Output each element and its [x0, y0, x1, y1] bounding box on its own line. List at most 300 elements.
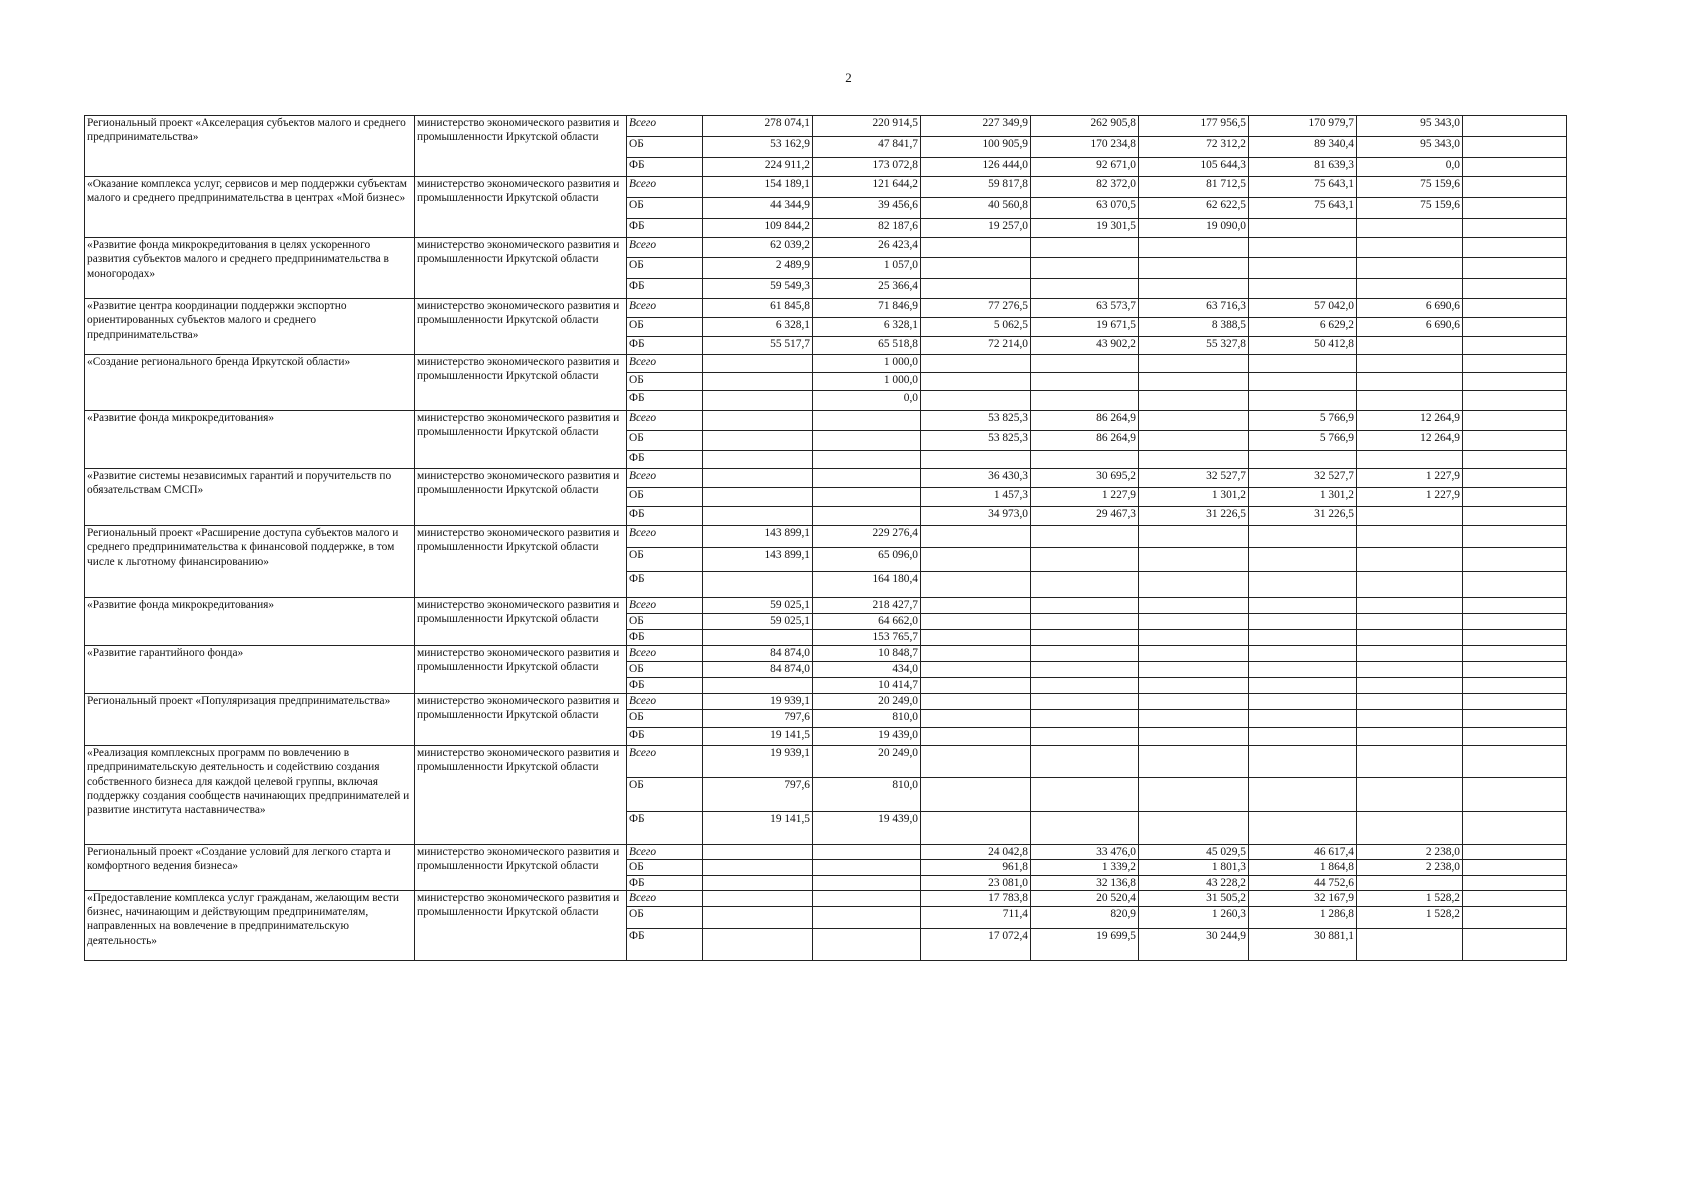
funding-source-cell: ФБ: [627, 337, 703, 355]
table-row: [85, 598, 1567, 614]
amount-cell: 26 423,4: [813, 238, 921, 258]
amount-cell: [813, 890, 921, 906]
amount-cell: 10 414,7: [813, 678, 921, 694]
amount-cell: [1249, 598, 1357, 614]
amount-cell: 153 765,7: [813, 630, 921, 646]
amount-cell: [1357, 507, 1463, 526]
funding-source-cell: Всего: [627, 526, 703, 548]
project-name-cell: «Развитие фонда микрокредитования»: [85, 598, 415, 646]
amount-cell: 1 339,2: [1031, 860, 1139, 875]
amount-cell: [1463, 469, 1567, 488]
amount-cell: 95 343,0: [1357, 137, 1463, 158]
amount-cell: [1357, 526, 1463, 548]
amount-cell: [1463, 279, 1567, 299]
table-row: [85, 469, 1567, 488]
amount-cell: [1249, 778, 1357, 812]
amount-cell: 19 671,5: [1031, 318, 1139, 337]
amount-cell: 6 629,2: [1249, 318, 1357, 337]
amount-cell: 5 766,9: [1249, 411, 1357, 431]
amount-cell: [703, 875, 813, 890]
table-row: [85, 238, 1567, 258]
amount-cell: [703, 678, 813, 694]
amount-cell: [1031, 258, 1139, 279]
amount-cell: [1463, 728, 1567, 746]
amount-cell: 1 301,2: [1249, 488, 1357, 507]
table-row: [85, 355, 1567, 373]
amount-cell: [1463, 906, 1567, 928]
amount-cell: [1249, 572, 1357, 598]
amount-cell: 59 025,1: [703, 614, 813, 630]
project-name-cell: Региональный проект «Акселерация субъектов малого и среднего предпринимательства»: [85, 116, 415, 177]
amount-cell: [1139, 778, 1249, 812]
table-row: [85, 845, 1567, 860]
amount-cell: 12 264,9: [1357, 431, 1463, 451]
amount-cell: [1463, 662, 1567, 678]
amount-cell: [1463, 158, 1567, 177]
funding-source-cell: ОБ: [627, 488, 703, 507]
amount-cell: 17 783,8: [921, 890, 1031, 906]
amount-cell: 53 162,9: [703, 137, 813, 158]
funding-source-cell: ФБ: [627, 219, 703, 238]
amount-cell: [1031, 662, 1139, 678]
amount-cell: [1249, 219, 1357, 238]
funding-source-cell: ФБ: [627, 279, 703, 299]
funding-source-cell: ОБ: [627, 548, 703, 572]
amount-cell: [921, 526, 1031, 548]
amount-cell: [921, 710, 1031, 728]
amount-cell: [1139, 646, 1249, 662]
responsible-cell: министерство экономического развития и промышленности Иркутской области: [415, 355, 627, 411]
amount-cell: [1463, 526, 1567, 548]
amount-cell: 92 671,0: [1031, 158, 1139, 177]
amount-cell: [703, 845, 813, 860]
amount-cell: [1357, 678, 1463, 694]
funding-source-cell: ОБ: [627, 198, 703, 219]
funding-source-cell: ОБ: [627, 258, 703, 279]
amount-cell: 19 257,0: [921, 219, 1031, 238]
amount-cell: [1031, 710, 1139, 728]
funding-source-cell: Всего: [627, 177, 703, 198]
amount-cell: [921, 728, 1031, 746]
amount-cell: 810,0: [813, 778, 921, 812]
amount-cell: 89 340,4: [1249, 137, 1357, 158]
amount-cell: [1249, 391, 1357, 411]
amount-cell: [1031, 694, 1139, 710]
amount-cell: 5 766,9: [1249, 431, 1357, 451]
amount-cell: 32 527,7: [1249, 469, 1357, 488]
amount-cell: [703, 928, 813, 960]
amount-cell: 20 249,0: [813, 694, 921, 710]
amount-cell: 19 301,5: [1031, 219, 1139, 238]
amount-cell: 62 039,2: [703, 238, 813, 258]
amount-cell: 34 973,0: [921, 507, 1031, 526]
amount-cell: [1031, 572, 1139, 598]
amount-cell: 65 096,0: [813, 548, 921, 572]
funding-source-cell: ФБ: [627, 507, 703, 526]
amount-cell: 63 070,5: [1031, 198, 1139, 219]
amount-cell: [921, 778, 1031, 812]
amount-cell: 75 159,6: [1357, 198, 1463, 219]
amount-cell: 65 518,8: [813, 337, 921, 355]
amount-cell: 5 062,5: [921, 318, 1031, 337]
amount-cell: 71 846,9: [813, 299, 921, 318]
funding-source-cell: Всего: [627, 890, 703, 906]
amount-cell: [1249, 238, 1357, 258]
amount-cell: [1463, 219, 1567, 238]
amount-cell: 2 238,0: [1357, 860, 1463, 875]
amount-cell: [1463, 411, 1567, 431]
amount-cell: [1463, 137, 1567, 158]
amount-cell: [703, 391, 813, 411]
amount-cell: 8 388,5: [1139, 318, 1249, 337]
amount-cell: [1031, 391, 1139, 411]
amount-cell: 30 244,9: [1139, 928, 1249, 960]
amount-cell: [1249, 614, 1357, 630]
amount-cell: 44 752,6: [1249, 875, 1357, 890]
amount-cell: [921, 630, 1031, 646]
amount-cell: 1 286,8: [1249, 906, 1357, 928]
amount-cell: [703, 373, 813, 391]
amount-cell: 10 848,7: [813, 646, 921, 662]
amount-cell: 19 090,0: [1139, 219, 1249, 238]
amount-cell: [1139, 526, 1249, 548]
amount-cell: 53 825,3: [921, 431, 1031, 451]
amount-cell: 32 167,9: [1249, 890, 1357, 906]
amount-cell: 20 249,0: [813, 746, 921, 778]
funding-source-cell: ФБ: [627, 630, 703, 646]
project-name-cell: «Развитие системы независимых гарантий и поручительств по обязательствам СМСП»: [85, 469, 415, 526]
amount-cell: [813, 507, 921, 526]
amount-cell: 19 939,1: [703, 694, 813, 710]
amount-cell: 75 159,6: [1357, 177, 1463, 198]
amount-cell: [1357, 391, 1463, 411]
amount-cell: 40 560,8: [921, 198, 1031, 219]
project-name-cell: «Развитие фонда микрокредитования в целях ускоренного развития субъектов малого и среднего предпринимательства в моногородах»: [85, 238, 415, 299]
amount-cell: 36 430,3: [921, 469, 1031, 488]
amount-cell: [1139, 812, 1249, 845]
amount-cell: [1463, 355, 1567, 373]
amount-cell: 19 141,5: [703, 728, 813, 746]
amount-cell: [1249, 279, 1357, 299]
amount-cell: [1357, 279, 1463, 299]
funding-source-cell: ФБ: [627, 812, 703, 845]
table-row: [85, 694, 1567, 710]
amount-cell: [813, 860, 921, 875]
funding-source-cell: ОБ: [627, 373, 703, 391]
amount-cell: [1357, 928, 1463, 960]
amount-cell: [1463, 198, 1567, 219]
project-name-cell: «Реализация комплексных программ по вовлечению в предпринимательскую деятельность и содействию создания собственного бизнеса для каждой целевой группы, включая поддержку создания сообществ начинающих предпринимателей и развитие института наставничества»: [85, 746, 415, 845]
amount-cell: [1139, 614, 1249, 630]
amount-cell: 19 439,0: [813, 812, 921, 845]
amount-cell: [921, 373, 1031, 391]
amount-cell: 1 227,9: [1357, 488, 1463, 507]
project-name-cell: Региональный проект «Популяризация предпринимательства»: [85, 694, 415, 746]
amount-cell: [1357, 614, 1463, 630]
amount-cell: 32 527,7: [1139, 469, 1249, 488]
amount-cell: [1139, 451, 1249, 469]
amount-cell: 45 029,5: [1139, 845, 1249, 860]
amount-cell: 961,8: [921, 860, 1031, 875]
amount-cell: [1463, 391, 1567, 411]
funding-source-cell: Всего: [627, 116, 703, 137]
responsible-cell: министерство экономического развития и промышленности Иркутской области: [415, 469, 627, 526]
amount-cell: 84 874,0: [703, 662, 813, 678]
amount-cell: 72 312,2: [1139, 137, 1249, 158]
amount-cell: 0,0: [1357, 158, 1463, 177]
amount-cell: [703, 890, 813, 906]
responsible-cell: министерство экономического развития и промышленности Иркутской области: [415, 845, 627, 891]
amount-cell: [1031, 451, 1139, 469]
amount-cell: [1463, 238, 1567, 258]
amount-cell: [1139, 238, 1249, 258]
amount-cell: 6 690,6: [1357, 318, 1463, 337]
amount-cell: 64 662,0: [813, 614, 921, 630]
amount-cell: 227 349,9: [921, 116, 1031, 137]
amount-cell: [703, 488, 813, 507]
amount-cell: [1139, 411, 1249, 431]
amount-cell: 55 517,7: [703, 337, 813, 355]
table-row: [85, 746, 1567, 778]
amount-cell: 218 427,7: [813, 598, 921, 614]
funding-source-cell: Всего: [627, 238, 703, 258]
project-name-cell: Региональный проект «Создание условий для легкого старта и комфортного ведения бизнеса»: [85, 845, 415, 891]
amount-cell: [1249, 451, 1357, 469]
amount-cell: [703, 572, 813, 598]
amount-cell: 53 825,3: [921, 411, 1031, 431]
responsible-cell: министерство экономического развития и промышленности Иркутской области: [415, 746, 627, 845]
table-row: [85, 411, 1567, 431]
amount-cell: [921, 355, 1031, 373]
amount-cell: 63 716,3: [1139, 299, 1249, 318]
amount-cell: [1031, 778, 1139, 812]
amount-cell: [1249, 630, 1357, 646]
funding-source-cell: Всего: [627, 646, 703, 662]
amount-cell: [1031, 526, 1139, 548]
amount-cell: [1357, 337, 1463, 355]
amount-cell: [1249, 258, 1357, 279]
amount-cell: 59 817,8: [921, 177, 1031, 198]
amount-cell: 47 841,7: [813, 137, 921, 158]
amount-cell: 59 549,3: [703, 279, 813, 299]
responsible-cell: министерство экономического развития и промышленности Иркутской области: [415, 526, 627, 598]
amount-cell: 50 412,8: [1249, 337, 1357, 355]
responsible-cell: министерство экономического развития и промышленности Иркутской области: [415, 299, 627, 355]
funding-source-cell: Всего: [627, 299, 703, 318]
responsible-cell: министерство экономического развития и промышленности Иркутской области: [415, 646, 627, 694]
amount-cell: [1463, 646, 1567, 662]
amount-cell: 24 042,8: [921, 845, 1031, 860]
amount-cell: 1 457,3: [921, 488, 1031, 507]
amount-cell: [813, 488, 921, 507]
amount-cell: [1357, 728, 1463, 746]
amount-cell: 810,0: [813, 710, 921, 728]
amount-cell: [1139, 572, 1249, 598]
funding-source-cell: Всего: [627, 746, 703, 778]
amount-cell: 126 444,0: [921, 158, 1031, 177]
amount-cell: [1357, 694, 1463, 710]
amount-cell: [1463, 258, 1567, 279]
amount-cell: [1139, 710, 1249, 728]
amount-cell: [1031, 355, 1139, 373]
amount-cell: 86 264,9: [1031, 411, 1139, 431]
amount-cell: [1463, 373, 1567, 391]
amount-cell: [921, 238, 1031, 258]
amount-cell: [921, 694, 1031, 710]
amount-cell: 6 328,1: [703, 318, 813, 337]
amount-cell: 82 372,0: [1031, 177, 1139, 198]
amount-cell: 20 520,4: [1031, 890, 1139, 906]
funding-source-cell: ОБ: [627, 431, 703, 451]
amount-cell: 63 573,7: [1031, 299, 1139, 318]
amount-cell: [703, 431, 813, 451]
amount-cell: 81 712,5: [1139, 177, 1249, 198]
amount-cell: 29 467,3: [1031, 507, 1139, 526]
funding-source-cell: ОБ: [627, 710, 703, 728]
amount-cell: 173 072,8: [813, 158, 921, 177]
funding-source-cell: Всего: [627, 355, 703, 373]
amount-cell: 46 617,4: [1249, 845, 1357, 860]
amount-cell: [1139, 355, 1249, 373]
funding-source-cell: Всего: [627, 845, 703, 860]
amount-cell: [1357, 746, 1463, 778]
responsible-cell: министерство экономического развития и промышленности Иркутской области: [415, 177, 627, 238]
amount-cell: 17 072,4: [921, 928, 1031, 960]
amount-cell: 1 000,0: [813, 373, 921, 391]
amount-cell: [921, 572, 1031, 598]
amount-cell: 154 189,1: [703, 177, 813, 198]
amount-cell: [1139, 678, 1249, 694]
funding-source-cell: ОБ: [627, 860, 703, 875]
funding-source-cell: Всего: [627, 694, 703, 710]
amount-cell: 31 505,2: [1139, 890, 1249, 906]
amount-cell: [1463, 746, 1567, 778]
amount-cell: 105 644,3: [1139, 158, 1249, 177]
budget-table: [84, 115, 1567, 961]
responsible-cell: министерство экономического развития и промышленности Иркутской области: [415, 411, 627, 469]
amount-cell: [1031, 598, 1139, 614]
funding-source-cell: ОБ: [627, 662, 703, 678]
amount-cell: 797,6: [703, 710, 813, 728]
amount-cell: [1139, 630, 1249, 646]
amount-cell: [1249, 646, 1357, 662]
amount-cell: 170 979,7: [1249, 116, 1357, 137]
amount-cell: [703, 451, 813, 469]
amount-cell: [703, 860, 813, 875]
amount-cell: [1357, 451, 1463, 469]
amount-cell: [1463, 812, 1567, 845]
amount-cell: 77 276,5: [921, 299, 1031, 318]
project-name-cell: «Оказание комплекса услуг, сервисов и мер поддержки субъектам малого и среднего предпринимательства в центрах «Мой бизнес»: [85, 177, 415, 238]
amount-cell: [1249, 812, 1357, 845]
amount-cell: 121 644,2: [813, 177, 921, 198]
amount-cell: 75 643,1: [1249, 177, 1357, 198]
amount-cell: [813, 469, 921, 488]
amount-cell: 1 057,0: [813, 258, 921, 279]
amount-cell: 82 187,6: [813, 219, 921, 238]
funding-source-cell: ОБ: [627, 906, 703, 928]
amount-cell: [1357, 355, 1463, 373]
amount-cell: 44 344,9: [703, 198, 813, 219]
amount-cell: [1463, 928, 1567, 960]
amount-cell: [1357, 373, 1463, 391]
amount-cell: [1031, 678, 1139, 694]
amount-cell: [1463, 845, 1567, 860]
amount-cell: [1139, 746, 1249, 778]
amount-cell: 170 234,8: [1031, 137, 1139, 158]
amount-cell: [1031, 238, 1139, 258]
amount-cell: [921, 662, 1031, 678]
amount-cell: 86 264,9: [1031, 431, 1139, 451]
table-row: [85, 299, 1567, 318]
table-row: [85, 177, 1567, 198]
amount-cell: [1357, 219, 1463, 238]
amount-cell: 61 845,8: [703, 299, 813, 318]
amount-cell: [1139, 728, 1249, 746]
amount-cell: [1031, 746, 1139, 778]
amount-cell: [1249, 678, 1357, 694]
amount-cell: [1357, 662, 1463, 678]
amount-cell: [1463, 678, 1567, 694]
amount-cell: [1249, 746, 1357, 778]
amount-cell: [1463, 860, 1567, 875]
amount-cell: 75 643,1: [1249, 198, 1357, 219]
amount-cell: 2 489,9: [703, 258, 813, 279]
amount-cell: [1357, 598, 1463, 614]
funding-source-cell: ОБ: [627, 318, 703, 337]
table-row: [85, 526, 1567, 548]
amount-cell: [1463, 548, 1567, 572]
responsible-cell: министерство экономического развития и промышленности Иркутской области: [415, 890, 627, 960]
amount-cell: [1357, 812, 1463, 845]
amount-cell: [1463, 694, 1567, 710]
amount-cell: [1139, 548, 1249, 572]
amount-cell: 43 902,2: [1031, 337, 1139, 355]
amount-cell: 84 874,0: [703, 646, 813, 662]
amount-cell: [1357, 630, 1463, 646]
amount-cell: 0,0: [813, 391, 921, 411]
amount-cell: [1357, 778, 1463, 812]
amount-cell: 1 301,2: [1139, 488, 1249, 507]
amount-cell: [1463, 890, 1567, 906]
responsible-cell: министерство экономического развития и промышленности Иркутской области: [415, 694, 627, 746]
amount-cell: [921, 391, 1031, 411]
amount-cell: 1 227,9: [1031, 488, 1139, 507]
amount-cell: [921, 258, 1031, 279]
amount-cell: 30 695,2: [1031, 469, 1139, 488]
funding-source-cell: ФБ: [627, 451, 703, 469]
funding-source-cell: ФБ: [627, 928, 703, 960]
amount-cell: 57 042,0: [1249, 299, 1357, 318]
amount-cell: [1463, 299, 1567, 318]
amount-cell: [921, 279, 1031, 299]
amount-cell: [1463, 507, 1567, 526]
amount-cell: 278 074,1: [703, 116, 813, 137]
page-number: 2: [845, 70, 852, 85]
amount-cell: 164 180,4: [813, 572, 921, 598]
amount-cell: 143 899,1: [703, 548, 813, 572]
amount-cell: [1463, 630, 1567, 646]
amount-cell: 6 690,6: [1357, 299, 1463, 318]
amount-cell: 262 905,8: [1031, 116, 1139, 137]
project-name-cell: «Развитие фонда микрокредитования»: [85, 411, 415, 469]
amount-cell: [1139, 662, 1249, 678]
amount-cell: [1463, 177, 1567, 198]
amount-cell: [921, 678, 1031, 694]
amount-cell: 32 136,8: [1031, 875, 1139, 890]
amount-cell: [1249, 373, 1357, 391]
table-row: [85, 890, 1567, 906]
